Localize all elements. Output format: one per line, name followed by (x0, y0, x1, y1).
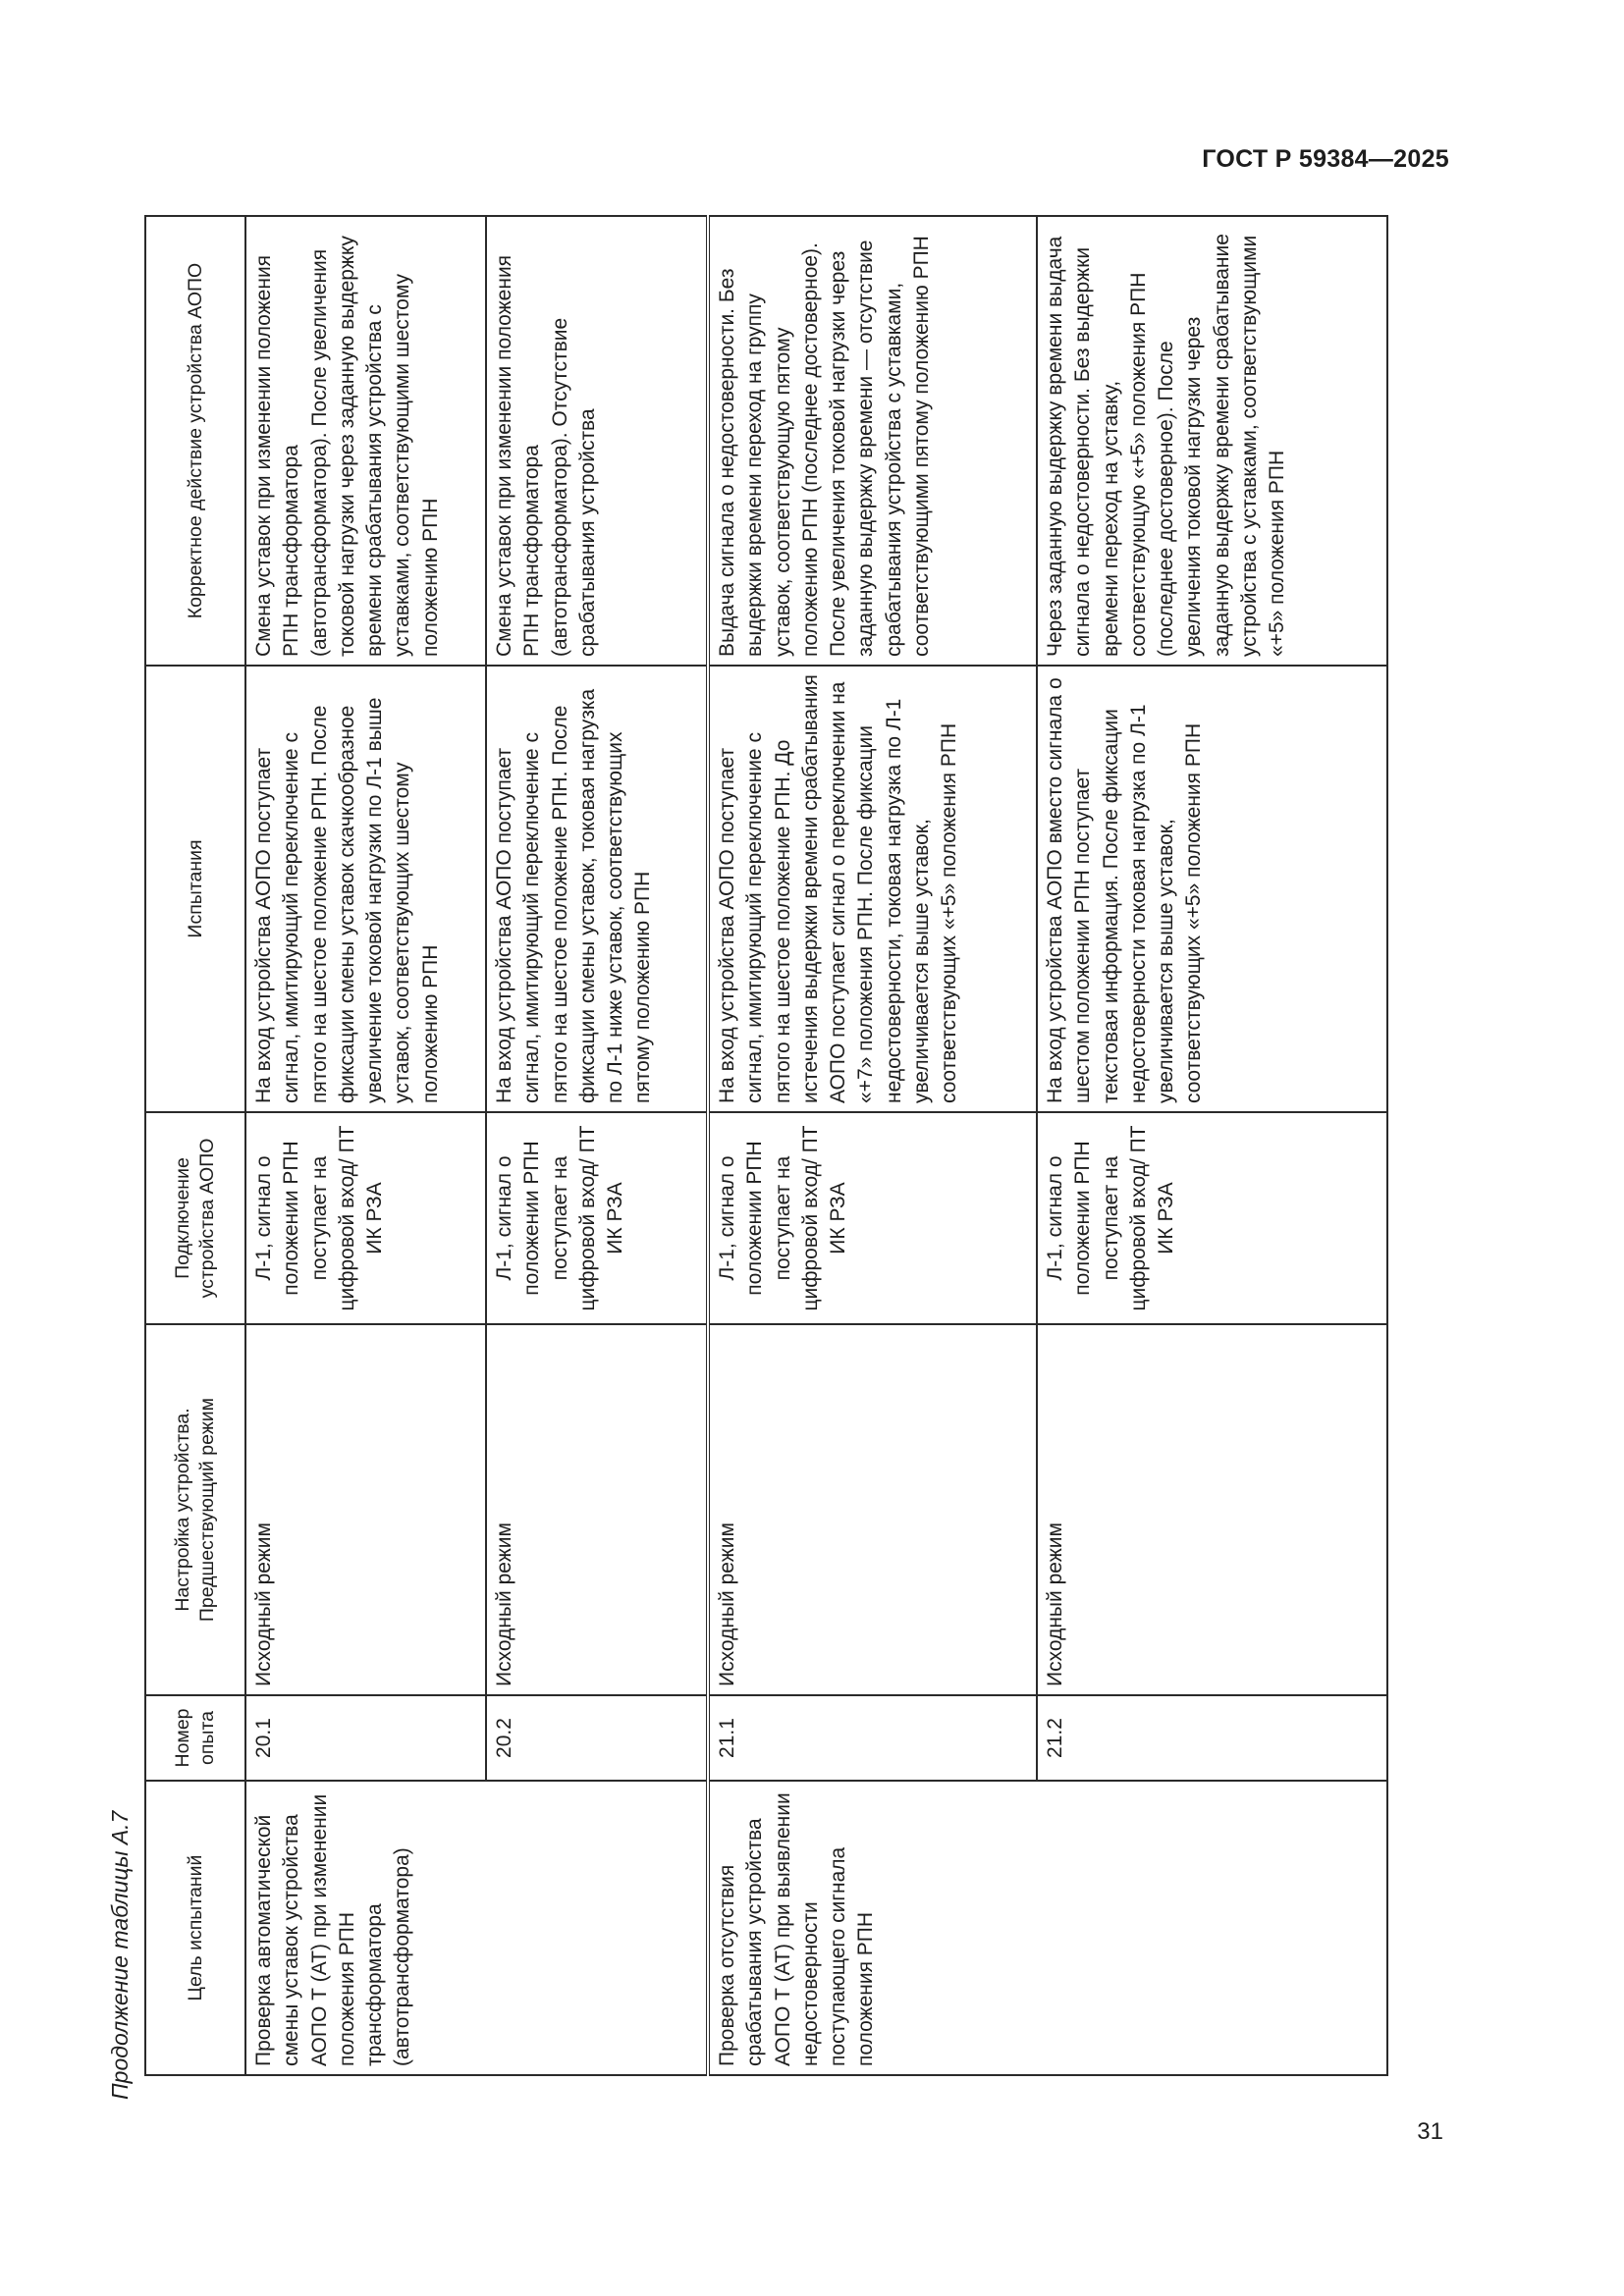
correct-action-cell: Смена уставок при изменении положения РПН трансформатора (автотрансформатора). Отсутствие срабатывания устройства (486, 216, 708, 666)
number-cell: 20.1 (245, 1695, 486, 1781)
col-header-setup: Настройка устройства. Предшествующий режим (145, 1324, 245, 1695)
col-header-number: Номер опыта (145, 1695, 245, 1781)
col-header-test: Испытания (145, 666, 245, 1112)
correct-action-cell: Выдача сигнала о недостоверности. Без выдержки времени переход на группу уставок, соответствующую пятому положению РПН (последнее достоверное). После увеличения токовой нагрузки через заданную выдержку времени — отсутствие срабатывания устройства с уставками, соответствующими пятому положению РПН (708, 216, 1037, 666)
setup-cell: Исходный режим (486, 1324, 708, 1695)
goal-cell: Проверка отсутствия срабатывания устройства АОПО Т (АТ) при выявлении недостоверности поступающего сигнала положения РПН (708, 1781, 1387, 2075)
number-cell: 20.2 (486, 1695, 708, 1781)
connection-cell: Л-1, сигнал о положении РПН поступает на цифровой вход/ ПТ ИК РЗА (245, 1112, 486, 1324)
table-caption: Продолжение таблицы А.7 (107, 1810, 133, 2100)
test-cell: На вход устройства АОПО вместо сигнала о шестом положении РПН поступает текстовая информация. После фиксации недостоверности токовая нагрузка по Л-1 увеличивается выше уставок, соответствующих «+5» положения РПН (1037, 666, 1387, 1112)
setup-cell: Исходный режим (1037, 1324, 1387, 1695)
col-header-correct: Корректное действие устройства АОПО (145, 216, 245, 666)
setup-cell: Исходный режим (708, 1324, 1037, 1695)
document-standard-id: ГОСТ Р 59384—2025 (1202, 145, 1449, 173)
test-cell: На вход устройства АОПО поступает сигнал, имитирующий переключение с пятого на шестое положение РПН. После фиксации смены уставок, токовая нагрузка по Л-1 ниже уставок, соответствующих пятому положению РПН (486, 666, 708, 1112)
connection-cell: Л-1, сигнал о положении РПН поступает на цифровой вход/ ПТ ИК РЗА (486, 1112, 708, 1324)
correct-action-cell: Через заданную выдержку времени выдача сигнала о недостоверности. Без выдержки времени переход на уставку, соответствующую «+5» положения РПН (последнее достоверное). После увеличения токовой нагрузки через заданную выдержку времени срабатывание устройства с уставками, соответствующими «+5» положения РПН (1037, 216, 1387, 666)
col-header-goal: Цель испытаний (145, 1781, 245, 2075)
connection-cell: Л-1, сигнал о положении РПН поступает на цифровой вход/ ПТ ИК РЗА (708, 1112, 1037, 1324)
page-number: 31 (1417, 2118, 1443, 2145)
test-table (144, 215, 1388, 2076)
number-cell: 21.2 (1037, 1695, 1387, 1781)
setup-cell: Исходный режим (245, 1324, 486, 1695)
col-header-connection: Подключение устройства АОПО (145, 1112, 245, 1324)
table-row (708, 216, 1037, 2075)
table-row (245, 216, 486, 2075)
test-cell: На вход устройства АОПО поступает сигнал, имитирующий переключение с пятого на шестое положение РПН. До истечения выдержки времени срабатывания АОПО поступает сигнал о переключении на «+7» положения РПН. После фиксации недостоверности, токовая нагрузка по Л-1 увеличивается выше уставок, соответствующих «+5» положения РПН (708, 666, 1037, 1112)
table-header-row (145, 216, 245, 2075)
goal-cell: Проверка автоматической смены уставок устройства АОПО Т (АТ) при изменении положения РПН трансформатора (автотрансформатора) (245, 1781, 708, 2075)
rotated-table-region (100, 217, 1434, 2100)
connection-cell: Л-1, сигнал о положении РПН поступает на цифровой вход/ ПТ ИК РЗА (1037, 1112, 1387, 1324)
number-cell: 21.1 (708, 1695, 1037, 1781)
correct-action-cell: Смена уставок при изменении положения РПН трансформатора (автотрансформатора). После увеличения токовой нагрузки через заданную выдержку времени срабатывания устройства с уставками, соответствующими шестому положению РПН (245, 216, 486, 666)
test-cell: На вход устройства АОПО поступает сигнал, имитирующий переключение с пятого на шестое положение РПН. После фиксации смены уставок скачкообразное увеличение токовой нагрузки по Л-1 выше уставок, соответствующих шестому положению РПН (245, 666, 486, 1112)
